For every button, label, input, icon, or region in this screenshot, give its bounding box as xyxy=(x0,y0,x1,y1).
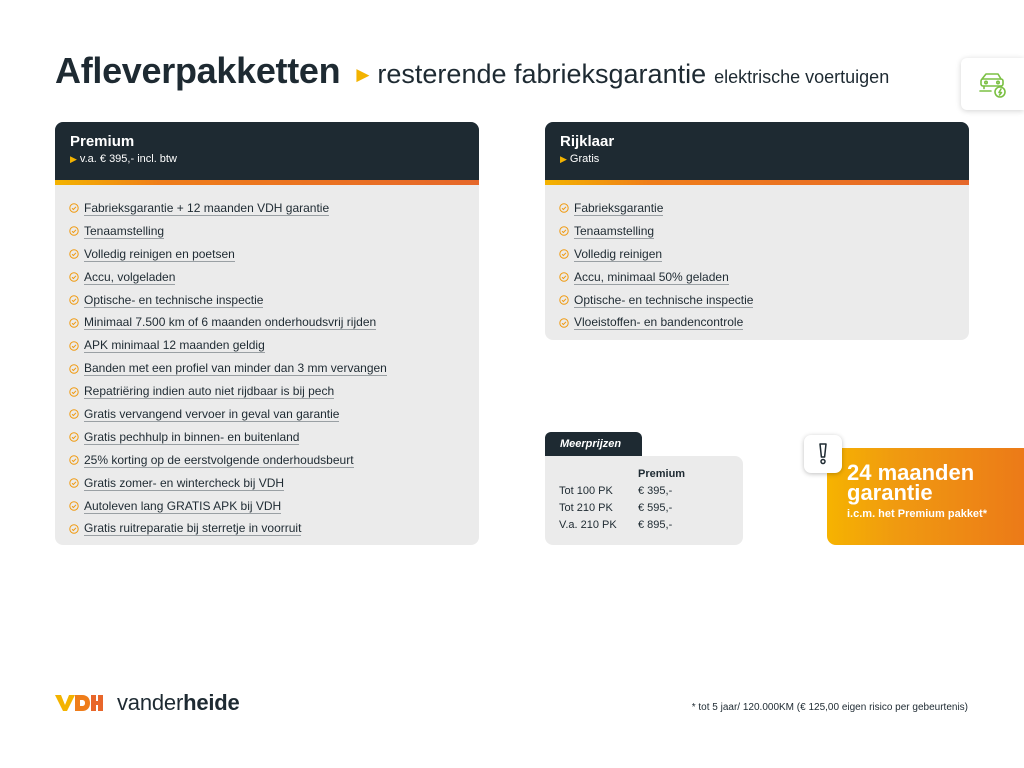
rijklaar-price-label: Gratis xyxy=(569,153,600,165)
feature-list-item xyxy=(69,289,479,312)
feature-list-item xyxy=(69,426,479,449)
feature-label: Vloeistoffen- en bandencontrole xyxy=(574,315,744,330)
feature-label: Volledig reinigen xyxy=(574,246,663,261)
rijklaar-price xyxy=(560,153,955,165)
title-arrow-icon: ▶ xyxy=(356,65,370,84)
meerprijzen-row-value: € 895,- xyxy=(638,519,673,531)
rijklaar-title: Rijklaar xyxy=(560,133,615,150)
feature-list-item xyxy=(69,357,479,380)
meerprijzen-row xyxy=(559,519,739,536)
vanderheide-logo xyxy=(55,690,240,716)
feature-label: Gratis vervangend vervoer in geval van garantie xyxy=(84,406,340,421)
feature-label: Banden met een profiel van minder dan 3 mm vervangen xyxy=(84,361,387,376)
feature-list-item xyxy=(69,220,479,243)
check-circle-icon xyxy=(69,203,79,213)
check-circle-icon xyxy=(559,249,569,259)
feature-list-item xyxy=(559,266,969,289)
rijklaar-card xyxy=(545,122,969,340)
rijklaar-feature-list xyxy=(545,185,969,334)
meerprijzen-tab: Meerprijzen xyxy=(545,432,642,458)
feature-list-item xyxy=(69,517,479,540)
price-arrow-icon: ▶ xyxy=(70,153,77,164)
premium-feature-list xyxy=(55,185,479,540)
feature-label: Gratis zomer- en wintercheck bij VDH xyxy=(84,475,285,490)
warranty-promo-banner xyxy=(827,448,1024,545)
check-circle-icon xyxy=(69,272,79,282)
meerprijzen-row-label: Tot 210 PK xyxy=(559,502,613,514)
feature-list-item xyxy=(69,380,479,403)
feature-label: Optische- en technische inspectie xyxy=(574,292,754,307)
brand-bold: heide xyxy=(183,690,240,715)
premium-title: Premium xyxy=(70,133,135,150)
check-circle-icon xyxy=(69,249,79,259)
footnote: * tot 5 jaar/ 120.000KM (€ 125,00 eigen risico per gebeurtenis) xyxy=(691,702,968,713)
feature-list-item xyxy=(559,243,969,266)
feature-list-item xyxy=(559,197,969,220)
feature-label: Gratis ruitreparatie bij sterretje in voorruit xyxy=(84,521,302,536)
feature-list-item xyxy=(69,197,479,220)
check-circle-icon xyxy=(69,387,79,397)
feature-label: Fabrieksgarantie xyxy=(574,200,664,215)
page-header xyxy=(55,50,889,92)
brand-wordmark xyxy=(117,690,240,716)
rijklaar-card-header xyxy=(545,122,969,180)
feature-label: Accu, minimaal 50% geladen xyxy=(574,269,729,284)
exclamation-icon xyxy=(804,435,842,473)
premium-card xyxy=(55,122,479,545)
check-circle-icon xyxy=(69,295,79,305)
feature-label: APK minimaal 12 maanden geldig xyxy=(84,338,265,353)
check-circle-icon xyxy=(69,409,79,419)
check-circle-icon xyxy=(559,295,569,305)
price-arrow-icon: ▶ xyxy=(560,153,567,164)
feature-list-item xyxy=(559,289,969,312)
check-circle-icon xyxy=(559,272,569,282)
promo-title: 24 maanden garantie xyxy=(847,460,975,505)
meerprijzen-row xyxy=(559,485,739,502)
meerprijzen-row-label: V.a. 210 PK xyxy=(559,519,617,531)
feature-list-item xyxy=(69,472,479,495)
check-circle-icon xyxy=(69,318,79,328)
feature-label: Accu, volgeladen xyxy=(84,269,176,284)
check-circle-icon xyxy=(69,501,79,511)
feature-list-item xyxy=(69,243,479,266)
meerprijzen-row-value: € 395,- xyxy=(638,485,673,497)
feature-list-item xyxy=(559,220,969,243)
feature-label: Repatriëring indien auto niet rijdbaar is bij pech xyxy=(84,384,335,399)
premium-card-header xyxy=(55,122,479,180)
promo-subtitle: i.c.m. het Premium pakket* xyxy=(847,508,987,520)
vdh-logo-mark-icon xyxy=(55,693,103,713)
check-circle-icon xyxy=(69,226,79,236)
page-subtitle-small: elektrische voertuigen xyxy=(714,67,890,87)
feature-list-item xyxy=(559,311,969,334)
feature-list-item xyxy=(69,311,479,334)
brand-light: vander xyxy=(117,690,184,715)
feature-label: Autoleven lang GRATIS APK bij VDH xyxy=(84,498,282,513)
feature-label: Optische- en technische inspectie xyxy=(84,292,264,307)
check-circle-icon xyxy=(559,203,569,213)
feature-list-item xyxy=(69,449,479,472)
feature-label: Volledig reinigen en poetsen xyxy=(84,246,235,261)
feature-label: Gratis pechhulp in binnen- en buitenland xyxy=(84,429,300,444)
check-circle-icon xyxy=(559,226,569,236)
feature-list-item xyxy=(69,403,479,426)
feature-label: Tenaamstelling xyxy=(574,223,655,238)
meerprijzen-row-value: € 595,- xyxy=(638,502,673,514)
feature-label: Minimaal 7.500 km of 6 maanden onderhoudsvrij rijden xyxy=(84,315,377,330)
premium-price-label: v.a. € 395,- incl. btw xyxy=(79,153,177,165)
meerprijzen-row-label: Tot 100 PK xyxy=(559,485,613,497)
feature-list-item xyxy=(69,334,479,357)
feature-label: Fabrieksgarantie + 12 maanden VDH garantie xyxy=(84,200,330,215)
meerprijzen-table xyxy=(545,456,743,545)
page-subtitle: resterende fabrieksgarantie xyxy=(377,59,707,89)
check-circle-icon xyxy=(69,432,79,442)
meerprijzen-column-header: Premium xyxy=(638,468,686,480)
feature-label: Tenaamstelling xyxy=(84,223,165,238)
check-circle-icon xyxy=(69,524,79,534)
check-circle-icon xyxy=(69,364,79,374)
meerprijzen-row xyxy=(559,502,739,519)
check-circle-icon xyxy=(559,318,569,328)
page-title: Afleverpakketten xyxy=(55,50,341,91)
check-circle-icon xyxy=(69,341,79,351)
electric-car-icon[interactable] xyxy=(961,58,1024,110)
feature-label: 25% korting op de eerstvolgende onderhoudsbeurt xyxy=(84,452,354,467)
feature-list-item xyxy=(69,266,479,289)
feature-list-item xyxy=(69,495,479,518)
premium-price xyxy=(70,153,465,165)
check-circle-icon xyxy=(69,478,79,488)
check-circle-icon xyxy=(69,455,79,465)
